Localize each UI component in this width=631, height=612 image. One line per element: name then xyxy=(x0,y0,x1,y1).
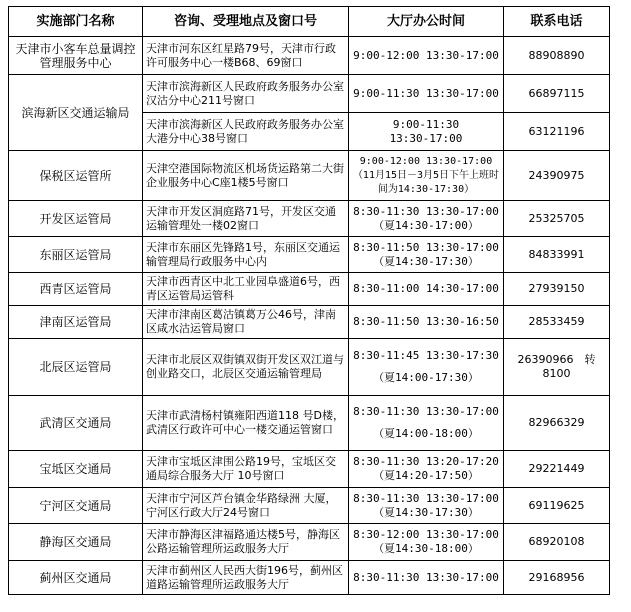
hours-cell: 9:00-12:00 13:30-17:00 xyxy=(349,37,504,75)
phone-cell: 69119625 xyxy=(504,488,610,524)
phone-cell: 27939150 xyxy=(504,273,610,306)
address-cell: 天津市宁河区芦台镇金华路绿洲 大厦，宁河区行政大厅24号窗口 xyxy=(143,488,349,524)
table-row xyxy=(9,396,610,451)
dept-cell: 西青区运管局 xyxy=(9,273,143,306)
phone-cell: 63121196 xyxy=(504,113,610,151)
hours-cell: 8:30-11:45 13:30-17:30 （夏14:00-17:30） xyxy=(349,339,504,396)
dept-cell: 东丽区运管局 xyxy=(9,237,143,273)
table-row xyxy=(9,75,610,113)
dept-cell: 武清区交通局 xyxy=(9,396,143,451)
dept-cell: 蓟州区交通局 xyxy=(9,561,143,595)
dept-cell: 静海区交通局 xyxy=(9,524,143,561)
table-row xyxy=(9,237,610,273)
hours-cell: 9:00-11:30 13:30-17:00 xyxy=(349,75,504,113)
table-row xyxy=(9,488,610,524)
dept-cell: 保税区运管所 xyxy=(9,151,143,201)
address-cell: 天津市北辰区双街镇双街开发区双江道与创业路交口，北辰区交通运输管理局 xyxy=(143,339,349,396)
hours-cell: 8:30-11:30 13:30-17:00 （夏14:30-17:00） xyxy=(349,201,504,237)
phone-cell: 25325705 xyxy=(504,201,610,237)
header-address: 咨询、受理地点及窗口号 xyxy=(143,7,349,37)
address-cell: 天津市静海区津福路通达楼5号，静海区公路运输管理所运政服务大厅 xyxy=(143,524,349,561)
header-phone: 联系电话 xyxy=(504,7,610,37)
hours-cell: 8:30-12:00 13:30-17:00 （夏14:30-18:00） xyxy=(349,524,504,561)
phone-cell: 26390966 转8100 xyxy=(504,339,610,396)
phone-cell: 28533459 xyxy=(504,306,610,339)
phone-cell: 24390975 xyxy=(504,151,610,201)
table-row xyxy=(9,306,610,339)
phone-cell: 82966329 xyxy=(504,396,610,451)
header-hours: 大厅办公时间 xyxy=(349,7,504,37)
phone-cell: 68920108 xyxy=(504,524,610,561)
hours-cell: 9:00-11:30 13:30-17:00 xyxy=(349,113,504,151)
table-row xyxy=(9,451,610,488)
address-cell: 天津市津南区葛沽镇葛万公46号，津南区咸水沽运管局窗口 xyxy=(143,306,349,339)
address-cell: 天津市蓟州区人民西大街196号，蓟州区道路运输管理所运政服务大厅 xyxy=(143,561,349,595)
address-cell: 天津市东丽区先锋路1号，东丽区交通运输管理局行政服务中心内 xyxy=(143,237,349,273)
hours-cell: 8:30-11:30 13:20-17:20 （夏14:20-17:50） xyxy=(349,451,504,488)
address-cell: 天津市滨海新区人民政府政务服务办公室汉沽分中心211号窗口 xyxy=(143,75,349,113)
table-row xyxy=(9,339,610,396)
header-row xyxy=(9,7,610,37)
dept-cell: 北辰区运管局 xyxy=(9,339,143,396)
hours-cell: 8:30-11:50 13:30-17:00 （夏14:30-17:30） xyxy=(349,237,504,273)
address-cell: 天津市宝坻区津围公路19号，宝坻区交通局综合服务大厅 10号窗口 xyxy=(143,451,349,488)
table-row xyxy=(9,524,610,561)
address-cell: 天津市滨海新区人民政府政务服务办公室大港分中心38号窗口 xyxy=(143,113,349,151)
table-row xyxy=(9,201,610,237)
phone-cell: 88908890 xyxy=(504,37,610,75)
table-row xyxy=(9,561,610,595)
hours-cell: 8:30-11:30 13:30-17:00 （夏14:30-17:30） xyxy=(349,488,504,524)
table-row xyxy=(9,273,610,306)
table-row xyxy=(9,151,610,201)
phone-cell: 29221449 xyxy=(504,451,610,488)
phone-cell: 66897115 xyxy=(504,75,610,113)
hours-cell: 8:30-11:50 13:30-16:50 xyxy=(349,306,504,339)
table-row xyxy=(9,37,610,75)
address-cell: 天津市开发区洞庭路71号，开发区交通运输管理处一楼02窗口 xyxy=(143,201,349,237)
dept-cell: 津南区运管局 xyxy=(9,306,143,339)
address-cell: 天津市武清杨村镇雍阳西道118 号D楼，武清区行政许可中心一楼交通运管窗口 xyxy=(143,396,349,451)
hours-cell: 9:00-12:00 13:30-17:00 （11月15日－3月5日下午上班时间为14:30-17:30） xyxy=(349,151,504,201)
dept-cell: 宝坻区交通局 xyxy=(9,451,143,488)
hours-cell: 8:30-11:00 14:30-17:00 xyxy=(349,273,504,306)
dept-cell: 天津市小客车总量调控管理服务中心 xyxy=(9,37,143,75)
dept-cell: 滨海新区交通运输局 xyxy=(9,75,143,151)
dept-cell: 宁河区交通局 xyxy=(9,488,143,524)
address-cell: 天津市河东区红星路79号，天津市行政许可服务中心一楼B68、69窗口 xyxy=(143,37,349,75)
phone-cell: 29168956 xyxy=(504,561,610,595)
phone-cell: 84833991 xyxy=(504,237,610,273)
address-cell: 天津空港国际物流区机场货运路第二大街企业服务中心C座1楼5号窗口 xyxy=(143,151,349,201)
hours-cell: 8:30-11:30 13:30-17:00 （夏14:00-18:00） xyxy=(349,396,504,451)
service-table xyxy=(8,6,610,595)
dept-cell: 开发区运管局 xyxy=(9,201,143,237)
header-dept: 实施部门名称 xyxy=(9,7,143,37)
hours-cell: 8:30-11:30 13:30-17:00 xyxy=(349,561,504,595)
address-cell: 天津市西青区中北工业园阜盛道6号，西青区运管局运管科 xyxy=(143,273,349,306)
